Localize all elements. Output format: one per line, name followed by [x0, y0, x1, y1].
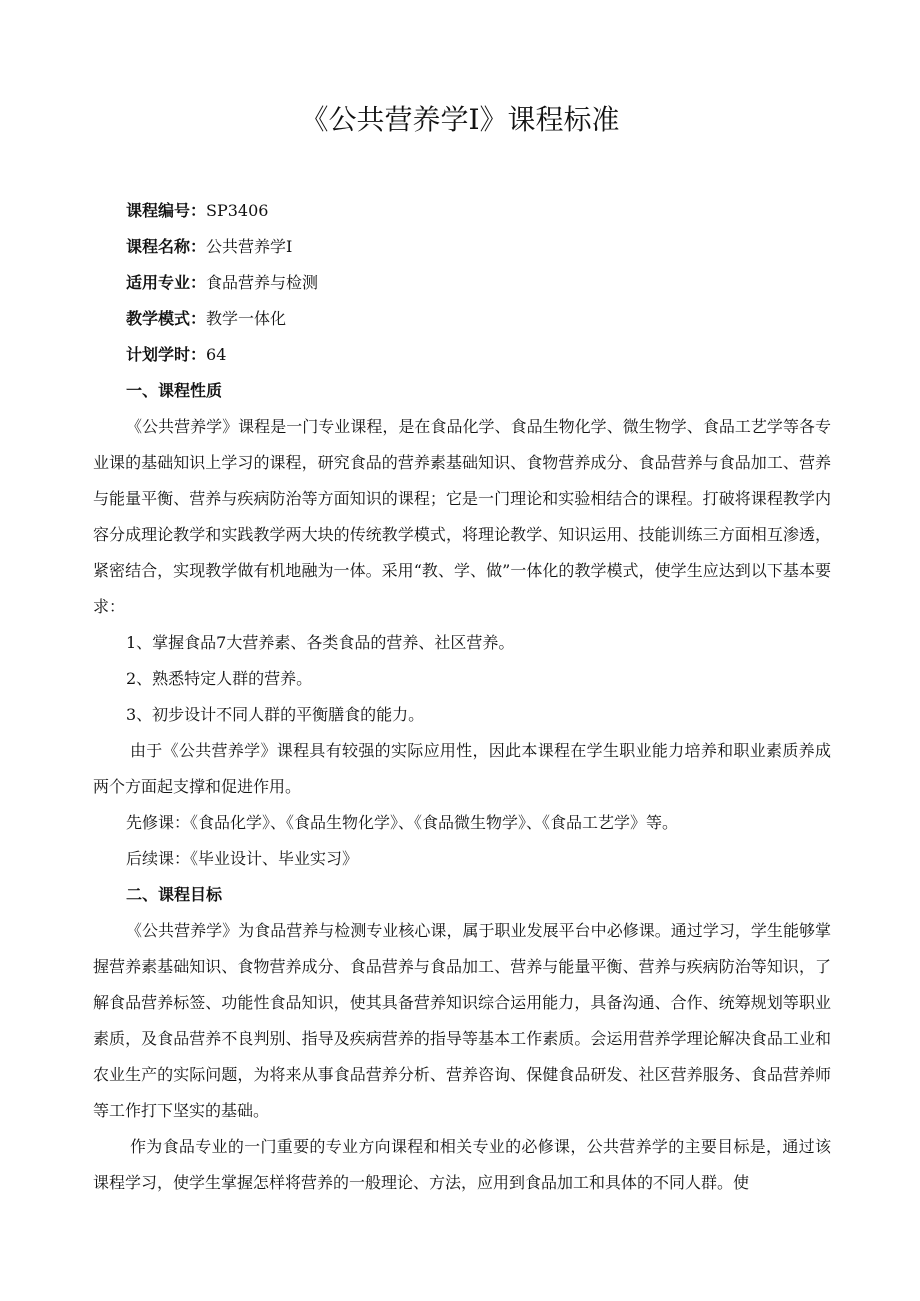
followup-courses: 后续课：《毕业设计、毕业实习》 [126, 849, 359, 868]
meta-course-code [93, 193, 831, 229]
paragraph-course-nature: 《公共营养学》课程是一门专业课程，是在食品化学、食品生物化学、微生物学、食品工艺学等各专业课的基础知识上学习的课程，研究食品的营养素基础知识、食物营养成分、食品营养与食品加工、营养与能量平衡、营养与疾病防治等方面知识的课程；它是一门理论和实验相结合的课程。打破将课程教学内容分成理论教学和实践教学两大块的传统教学模式，将理论教学、知识运用、技能训练三方面相互渗透，紧密结合，实现教学做有机地融为一体。采用“教、学、做”一体化的教学模式，使学生应达到以下基本要求： [93, 417, 831, 616]
meta-label: 计划学时： [126, 345, 207, 364]
paragraph-main-goal: 作为食品专业的一门重要的专业方向课程和相关专业的必修课，公共营养学的主要目标是，通过该课程学习，使学生掌握怎样将营养的一般理论、方法，应用到食品加工和具体的不同人群。使 [93, 1137, 831, 1192]
section-heading-nature: 一、课程性质 [126, 381, 223, 400]
meta-major [93, 265, 831, 301]
meta-value: 64 [206, 345, 227, 364]
meta-label: 教学模式： [126, 309, 207, 328]
paragraph-objectives: 《公共营养学》为食品营养与检测专业核心课，属于职业发展平台中必修课。通过学习，学生能够掌握营养素基础知识、食物营养成分、食品营养与食品加工、营养与能量平衡、营养与疾病防治等知识，了解食品营养标签、功能性食品知识，使其具备营养知识综合运用能力，具备沟通、合作、统筹规划等职业素质，及食品营养不良判别、指导及疾病营养的指导等基本工作素质。会运用营养学理论解决食品工业和农业生产的实际问题，为将来从事食品营养分析、营养咨询、保健食品研发、社区营养服务、食品营养师等工作打下坚实的基础。 [93, 921, 831, 1120]
meta-course-name [93, 229, 831, 265]
meta-hours [93, 337, 831, 373]
prerequisite-courses: 先修课：《食品化学》、《食品生物化学》、《食品微生物学》、《食品工艺学》等。 [126, 813, 679, 832]
paragraph-application: 由于《公共营养学》课程具有较强的实际应用性，因此本课程在学生职业能力培养和职业素质养成两个方面起支撑和促进作用。 [93, 741, 831, 796]
list-item: 2、熟悉特定人群的营养。 [126, 669, 313, 688]
list-item: 3、初步设计不同人群的平衡膳食的能力。 [126, 705, 425, 724]
meta-label: 课程编号： [126, 201, 207, 220]
meta-value: 食品营养与检测 [206, 273, 319, 292]
document-body [93, 193, 831, 1201]
section-heading-objectives: 二、课程目标 [126, 885, 223, 904]
meta-teaching-mode [93, 301, 831, 337]
meta-value: 公共营养学Ⅰ [206, 237, 293, 256]
meta-label: 适用专业： [126, 273, 207, 292]
list-item: 1、掌握食品7大营养素、各类食品的营养、社区营养。 [126, 633, 515, 652]
meta-label: 课程名称： [126, 237, 207, 256]
meta-value: 教学一体化 [206, 309, 287, 328]
meta-value: SP3406 [206, 201, 269, 220]
document-title: 《公共营养学Ⅰ》课程标准 [300, 103, 620, 136]
